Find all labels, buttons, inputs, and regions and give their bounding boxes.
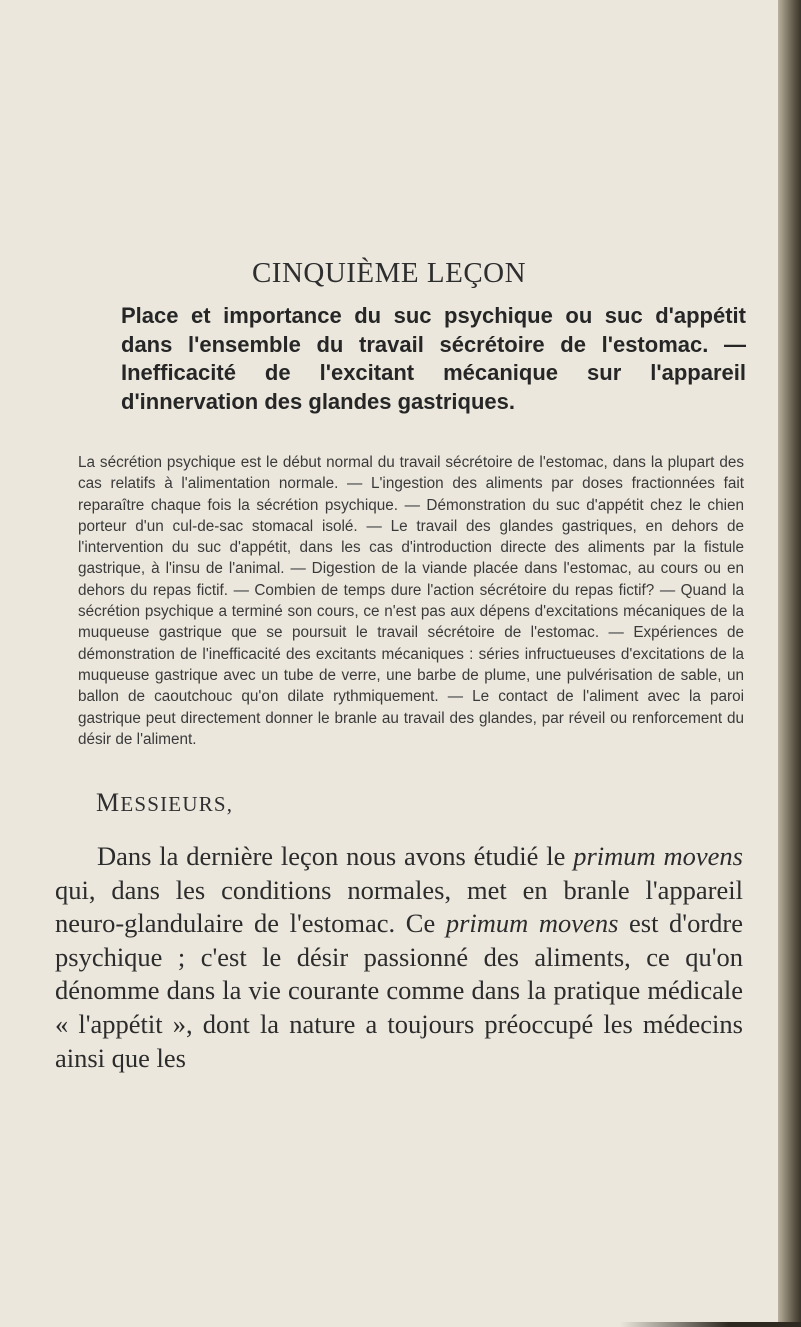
summary-heading: Place et importance du suc psychique ou suc d'appétit dans l'ensemble du travail sécrétoire de l'estomac. — Inefficacité de l'excitant mécanique sur l'appareil d'innervation des glandes gastriques. xyxy=(121,303,746,414)
page-bottom-shadow xyxy=(620,1322,801,1327)
body-italic-term-2: primum movens xyxy=(445,908,619,939)
body-text-part-1: Dans la dernière leçon nous avons étudié le xyxy=(97,841,574,871)
body-paragraph xyxy=(55,840,743,1075)
salutation xyxy=(96,788,233,818)
salutation-initial: M xyxy=(96,788,121,817)
body-italic-term-1: primum movens xyxy=(573,841,743,871)
chapter-title: CINQUIÈME LEÇON xyxy=(251,257,527,289)
body-text-part-3: est d'ordre psychique ; c'est le désir passionné des aliments, ce qu'on dénomme dans la vie courante comme dans la pratique médicale « l'appétit », dont la nature a toujours préoccupé les médecins ainsi que les xyxy=(55,908,743,1073)
body-text-part-2: qui, dans les conditions normales, met en branle l'appareil neuro-glandulaire de l'estomac. Ce xyxy=(55,874,743,939)
book-page-edge xyxy=(778,0,801,1327)
salutation-rest: ESSIEURS, xyxy=(120,792,234,816)
chapter-abstract: La sécrétion psychique est le début normal du travail sécrétoire de l'estomac, dans la plupart des cas relatifs à l'alimentation normale. — L'ingestion des aliments par doses fractionnées fait reparaître chaque fois la sécrétion psychique. — Démonstration du suc d'appétit chez le chien porteur d'un cul-de-sac stomacal isolé. — Le travail des glandes gastriques, en dehors de l'intervention du suc d'appétit, dans les cas d'introduction directe des aliments par la fistule gastrique, à l'insu de l'animal. — Digestion de la viande placée dans l'estomac, au cours ou en dehors du repas fictif. — Combien de temps dure l'action sécrétoire du repas fictif? — Quand la sécrétion psychique a terminé son cours, ce n'est pas aux dépens d'excitations mécaniques de la muqueuse gastrique que se poursuit le travail sécrétoire de l'estomac. — Expériences de démonstration de l'inefficacité des excitants mécaniques : séries infructueuses d'excitations de la muqueuse gastrique avec un tube de verre, une barbe de plume, une pulvérisation de sable, un ballon de caoutchouc qu'on dilate rythmiquement. — Le contact de l'aliment avec la paroi gastrique peut directement donner le branle au travail des glandes, par réveil ou renforcement du désir de l'aliment. xyxy=(78,454,744,748)
